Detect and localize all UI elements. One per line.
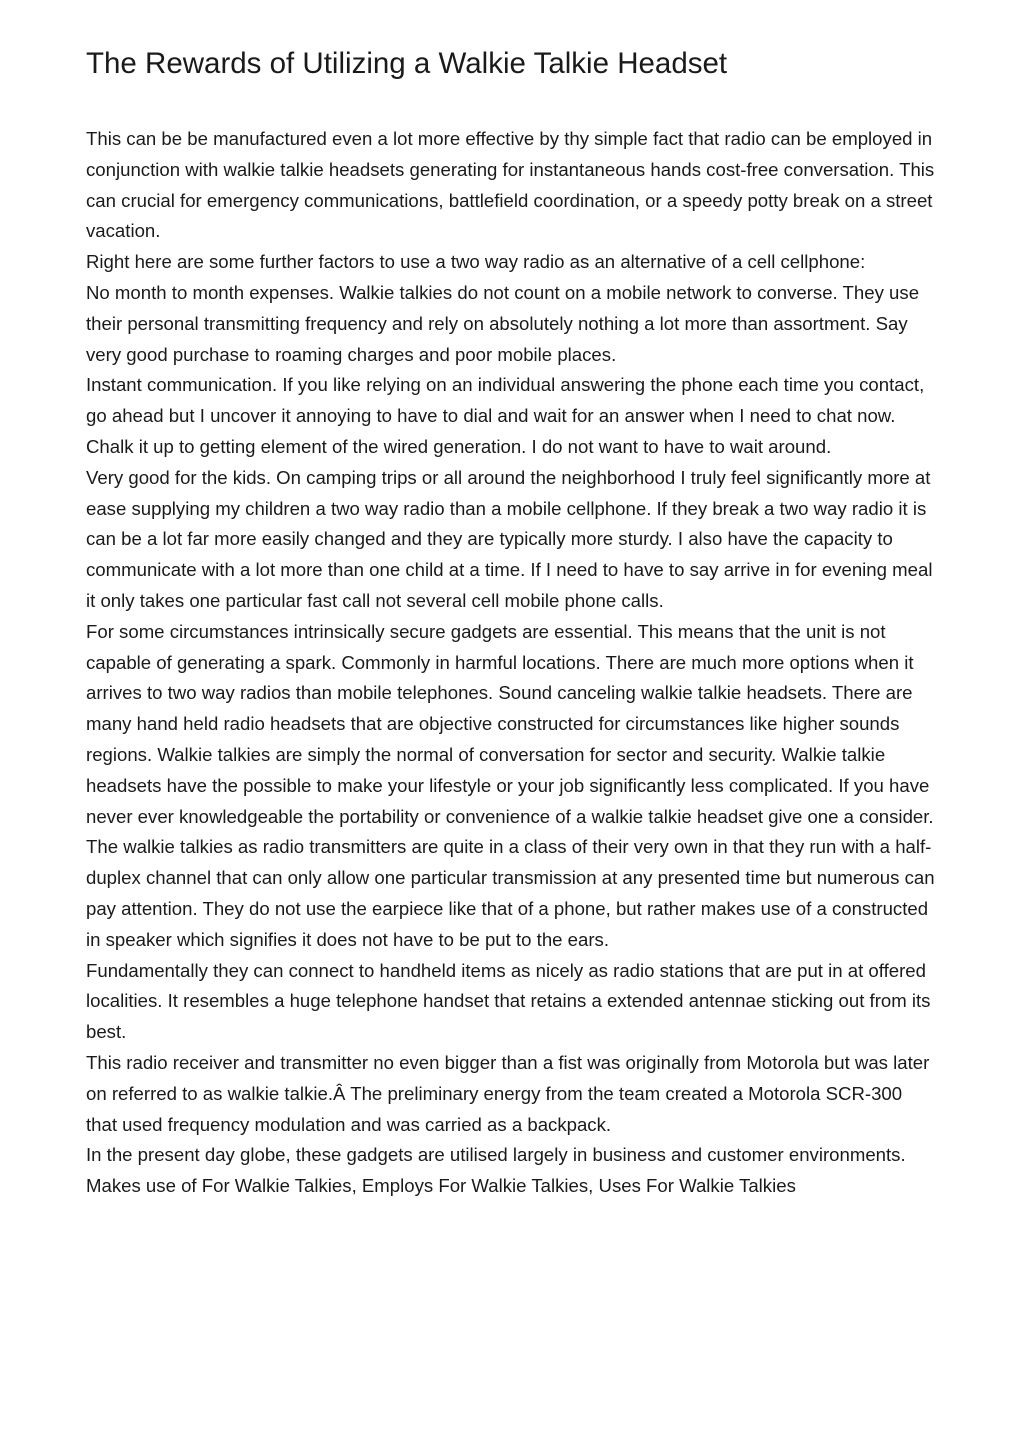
document-page — [86, 44, 938, 1202]
paragraph: Very good for the kids. On camping trips or all around the neighborhood I truly feel significantly more at ease supplying my children a two way radio than a mobile cellphone. If they break a two way radio it is can be a lot far more easily changed and they are typically more sturdy. I also have the capacity to communicate with a lot more than one child at a time. If I need to have to say arrive in for evening meal it only takes one particular fast call not several cell mobile phone calls. — [86, 466, 933, 611]
paragraph: No month to month expenses. Walkie talkies do not count on a mobile network to converse. They use their personal transmitting frequency and rely on absolutely nothing a lot more than assortment. Say very good purchase to roaming charges and poor mobile places. — [86, 281, 920, 365]
document-body — [86, 124, 938, 1202]
paragraph: Right here are some further factors to use a two way radio as an alternative of a cell cellphone: — [86, 251, 866, 273]
paragraph: Instant communication. If you like relying on an individual answering the phone each time you contact, go ahead but I uncover it annoying to have to dial and wait for an answer when I need to chat now. Chalk it up to getting element of the wired generation. I do not want to have to wait around. — [86, 374, 925, 457]
document-title: The Rewards of Utilizing a Walkie Talkie Headset — [86, 47, 728, 80]
paragraph: Fundamentally they can connect to handheld items as nicely as radio stations that are put in at offered localities. It resembles a huge telephone handset that retains a extended antennae sticking out from its best. — [86, 959, 931, 1043]
paragraph: The walkie talkies as radio transmitters are quite in a class of their very own in that they run with a half-duplex channel that can only allow one particular transmission at any presented time but numerous can pay attention. They do not use the earpiece like that of a phone, but rather makes use of a constructed in speaker which signifies it does not have to be put to the ears. — [86, 836, 935, 950]
paragraph: In the present day globe, these gadgets are utilised largely in business and customer environments. Makes use of For Walkie Talkies, Employs For Walkie Talkies, Uses For Walkie Talkies — [86, 1144, 906, 1197]
paragraph: This can be be manufactured even a lot more effective by thy simple fact that radio can be employed in conjunction with walkie talkie headsets generating for instantaneous hands cost-free conversation. This can crucial for emergency communications, battlefield coordination, or a speedy potty break on a street vacation. — [86, 128, 935, 242]
paragraph: For some circumstances intrinsically secure gadgets are essential. This means that the unit is not capable of generating a spark. Commonly in harmful locations. There are much more options when it arrives to two way radios than mobile telephones. Sound canceling walkie talkie headsets. There are many hand held radio headsets that are objective constructed for circumstances like higher sounds regions. Walkie talkies are simply the normal of conversation for sector and security. Walkie talkie headsets have the possible to make your lifestyle or your job significantly less complicated. If you have never ever knowledgeable the portability or convenience of a walkie talkie headset give one a consider. — [86, 620, 934, 827]
paragraph: This radio receiver and transmitter no even bigger than a fist was originally from Motorola but was later on referred to as walkie talkie.Â The preliminary energy from the team created a Motorola SCR-300 that used frequency modulation and was carried as a backpack. — [86, 1051, 930, 1135]
